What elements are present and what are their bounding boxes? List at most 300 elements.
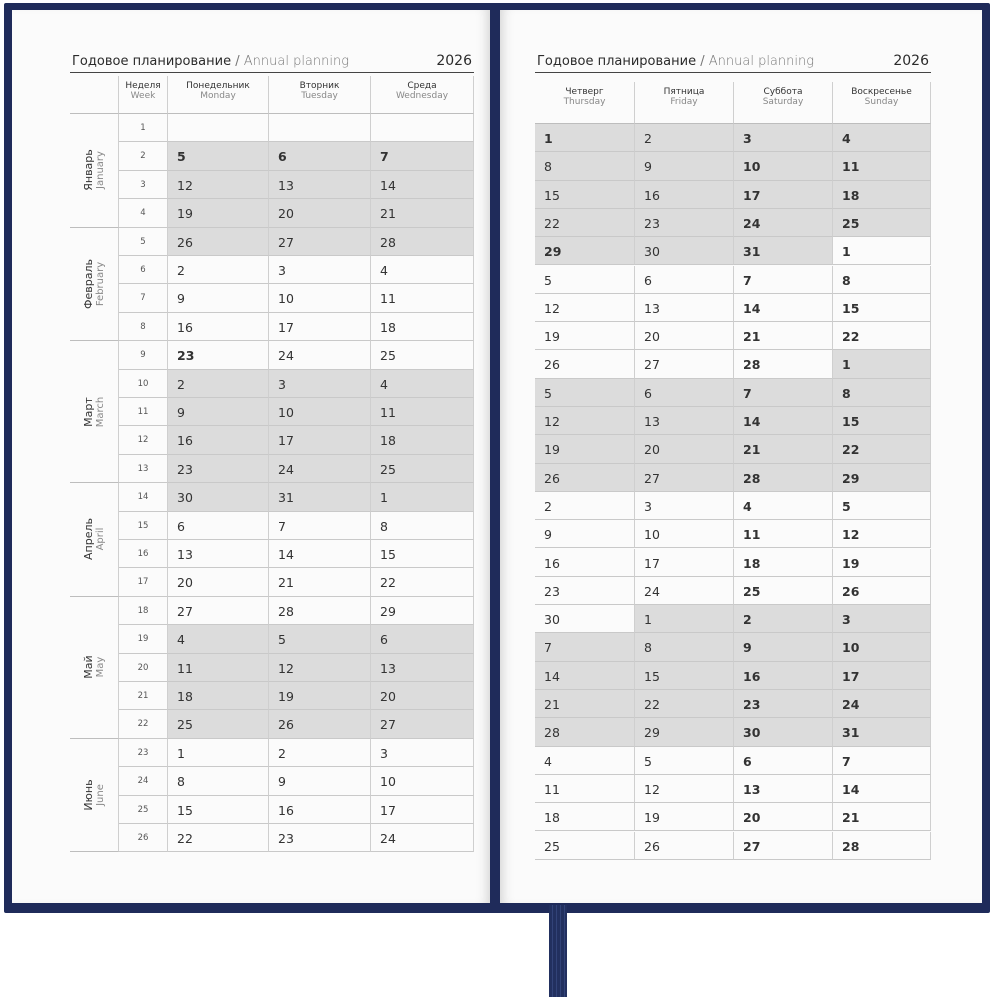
day-cell[interactable]	[635, 152, 734, 180]
day-cell[interactable]	[535, 492, 635, 520]
month-name-en: March	[95, 396, 106, 427]
day-number: 2	[743, 612, 752, 628]
day-number: 23	[177, 461, 193, 477]
day-number: 6	[743, 753, 752, 769]
week-number-text: 11	[137, 407, 149, 417]
day-cell[interactable]	[269, 142, 371, 170]
day-cell[interactable]	[535, 577, 635, 605]
header-title-ru: Годовое планирование	[72, 54, 232, 69]
week-number-text: 19	[137, 634, 149, 645]
day-cell[interactable]	[833, 633, 931, 661]
day-cell[interactable]	[535, 181, 635, 209]
month-name-en: January	[95, 151, 106, 190]
day-number: 31	[278, 490, 294, 506]
day-cell[interactable]	[734, 350, 833, 378]
day-cell[interactable]	[833, 152, 931, 180]
day-number: 2	[177, 376, 185, 392]
day-cell[interactable]	[168, 313, 269, 341]
day-number: 15	[380, 547, 396, 562]
day-cell[interactable]	[833, 266, 931, 294]
day-number: 9	[278, 774, 286, 790]
day-cell[interactable]	[734, 718, 833, 746]
day-number: 15	[842, 300, 860, 316]
day-cell[interactable]	[269, 540, 371, 568]
day-cell[interactable]	[168, 824, 269, 852]
day-number: 12	[544, 414, 560, 429]
day-number: 14	[278, 547, 294, 562]
day-cell[interactable]	[168, 370, 269, 398]
day-cell[interactable]	[168, 199, 269, 227]
day-cell[interactable]	[535, 237, 635, 265]
day-cell[interactable]	[168, 625, 269, 653]
day-cell[interactable]	[535, 520, 635, 548]
day-header-ru: Четверг	[565, 87, 604, 97]
day-cell[interactable]	[371, 625, 474, 653]
day-cell[interactable]	[269, 398, 371, 426]
day-cell[interactable]	[269, 483, 371, 511]
day-cell[interactable]	[635, 577, 734, 605]
day-number: 16	[743, 668, 761, 684]
day-header-en: Sunday	[864, 97, 899, 107]
day-cell[interactable]	[734, 633, 833, 661]
day-number: 9	[544, 527, 552, 543]
day-cell[interactable]	[635, 294, 734, 322]
day-cell[interactable]	[734, 322, 833, 350]
day-cell[interactable]	[535, 662, 635, 690]
day-cell[interactable]	[833, 181, 931, 209]
day-cell[interactable]	[371, 540, 474, 568]
day-cell[interactable]	[269, 426, 371, 454]
left-page	[12, 10, 490, 903]
day-number: 24	[842, 697, 860, 712]
day-number: 26	[842, 583, 860, 599]
left-planning-table	[70, 76, 474, 852]
day-cell[interactable]	[635, 633, 734, 661]
day-cell[interactable]	[833, 435, 931, 463]
day-number: 9	[743, 640, 752, 656]
week-number	[119, 512, 168, 540]
day-cell[interactable]	[168, 455, 269, 483]
week-number-text: 21	[137, 691, 149, 701]
day-cell[interactable]	[535, 322, 635, 350]
day-cell[interactable]	[168, 540, 269, 568]
day-cell[interactable]	[168, 568, 269, 596]
day-number: 29	[842, 470, 860, 486]
day-cell[interactable]	[833, 209, 931, 237]
day-cell[interactable]	[734, 294, 833, 322]
day-number: 8	[544, 159, 552, 175]
day-cell[interactable]	[371, 398, 474, 426]
day-cell[interactable]	[635, 549, 734, 577]
day-cell[interactable]	[833, 803, 931, 831]
day-cell[interactable]	[168, 114, 269, 142]
day-number: 18	[743, 555, 761, 571]
day-number: 17	[644, 555, 660, 571]
day-cell[interactable]	[535, 350, 635, 378]
day-cell[interactable]	[371, 256, 474, 284]
day-cell[interactable]	[168, 682, 269, 710]
day-number: 17	[842, 668, 860, 684]
day-number: 9	[644, 159, 652, 175]
day-cell[interactable]	[269, 682, 371, 710]
day-number: 27	[743, 838, 761, 854]
day-cell[interactable]	[734, 266, 833, 294]
day-cell[interactable]	[635, 379, 734, 407]
week-number	[119, 341, 168, 369]
day-cell[interactable]	[635, 464, 734, 492]
day-cell[interactable]	[168, 710, 269, 738]
month-label-text	[82, 518, 106, 560]
day-cell[interactable]	[269, 739, 371, 767]
day-header-en: Friday	[670, 97, 698, 107]
day-cell[interactable]	[371, 483, 474, 511]
day-cell[interactable]	[833, 690, 931, 718]
day-number: 4	[544, 753, 552, 769]
day-cell[interactable]	[168, 426, 269, 454]
day-cell[interactable]	[535, 832, 635, 860]
day-number: 17	[380, 802, 396, 818]
month-name-ru: Январь	[82, 149, 95, 192]
day-cell[interactable]	[734, 605, 833, 633]
day-cell[interactable]	[734, 803, 833, 831]
day-cell[interactable]	[269, 370, 371, 398]
day-cell[interactable]	[833, 322, 931, 350]
day-cell[interactable]	[635, 520, 734, 548]
month-name-en: February	[95, 261, 106, 307]
week-header-ru: Неделя	[125, 81, 161, 91]
day-cell[interactable]	[535, 549, 635, 577]
day-cell[interactable]	[269, 455, 371, 483]
day-cell[interactable]	[269, 284, 371, 312]
day-number: 27	[278, 234, 294, 250]
week-number-text: 22	[137, 719, 149, 730]
week-number	[119, 540, 168, 568]
day-cell[interactable]	[635, 775, 734, 803]
day-cell[interactable]	[535, 435, 635, 463]
day-cell[interactable]	[168, 796, 269, 824]
week-number-text: 10	[137, 378, 149, 389]
day-cell[interactable]	[535, 407, 635, 435]
week-number-text: 23	[137, 747, 149, 758]
day-cell[interactable]	[371, 313, 474, 341]
header-year: 2026	[436, 53, 472, 69]
day-number: 14	[743, 414, 761, 429]
day-cell[interactable]	[168, 767, 269, 795]
day-cell[interactable]	[371, 654, 474, 682]
day-cell[interactable]	[535, 690, 635, 718]
day-cell[interactable]	[371, 455, 474, 483]
day-cell[interactable]	[734, 407, 833, 435]
right-page-header	[535, 52, 931, 73]
day-cell[interactable]	[734, 209, 833, 237]
day-cell[interactable]	[535, 747, 635, 775]
day-cell[interactable]	[635, 350, 734, 378]
day-cell[interactable]	[371, 739, 474, 767]
day-number: 4	[842, 131, 851, 146]
week-number	[119, 114, 168, 142]
day-cell[interactable]	[371, 597, 474, 625]
day-cell[interactable]	[734, 832, 833, 860]
day-cell[interactable]	[635, 690, 734, 718]
day-number: 30	[644, 244, 660, 260]
day-number: 20	[177, 575, 193, 591]
day-cell[interactable]	[168, 256, 269, 284]
day-cell[interactable]	[635, 322, 734, 350]
week-number-text: 17	[137, 577, 149, 588]
day-cell[interactable]	[168, 398, 269, 426]
day-cell[interactable]	[635, 266, 734, 294]
day-cell[interactable]	[635, 124, 734, 152]
week-number	[119, 171, 168, 199]
month-name-ru: Март	[82, 396, 95, 427]
day-number: 3	[278, 263, 286, 278]
day-number: 15	[644, 668, 660, 684]
day-cell[interactable]	[269, 512, 371, 540]
day-cell[interactable]	[371, 767, 474, 795]
day-number: 18	[842, 187, 860, 203]
day-cell[interactable]	[535, 775, 635, 803]
week-number	[119, 767, 168, 795]
day-number: 11	[380, 291, 396, 307]
day-cell[interactable]	[168, 512, 269, 540]
day-cell[interactable]	[535, 633, 635, 661]
day-cell[interactable]	[535, 152, 635, 180]
day-number: 26	[278, 717, 294, 733]
day-cell[interactable]	[371, 370, 474, 398]
day-cell[interactable]	[833, 464, 931, 492]
day-cell[interactable]	[833, 718, 931, 746]
day-cell[interactable]	[833, 549, 931, 577]
day-cell[interactable]	[535, 266, 635, 294]
day-number: 8	[842, 272, 851, 288]
day-cell[interactable]	[635, 605, 734, 633]
week-number	[119, 796, 168, 824]
day-number: 10	[644, 527, 660, 543]
day-cell[interactable]	[535, 605, 635, 633]
day-cell[interactable]	[168, 284, 269, 312]
day-cell[interactable]	[833, 294, 931, 322]
day-number: 11	[177, 660, 193, 676]
day-number: 26	[544, 470, 560, 486]
day-number: 16	[177, 433, 193, 449]
day-number: 6	[644, 385, 652, 401]
day-number: 1	[842, 357, 851, 373]
day-cell[interactable]	[734, 181, 833, 209]
day-number: 5	[544, 272, 552, 288]
day-cell[interactable]	[535, 379, 635, 407]
day-number: 7	[278, 518, 286, 534]
day-cell[interactable]	[168, 228, 269, 256]
day-cell[interactable]	[734, 237, 833, 265]
day-number: 6	[644, 272, 652, 288]
corner-header	[70, 76, 119, 114]
day-number: 14	[842, 781, 860, 797]
day-number: 4	[177, 632, 185, 648]
day-cell[interactable]	[269, 171, 371, 199]
day-cell[interactable]	[833, 520, 931, 548]
day-cell[interactable]	[734, 124, 833, 152]
day-number: 1	[380, 490, 388, 506]
day-column-header	[168, 76, 269, 114]
day-cell[interactable]	[371, 796, 474, 824]
day-number: 5	[544, 385, 552, 401]
day-cell[interactable]	[833, 124, 931, 152]
month-label	[70, 483, 119, 597]
week-number	[119, 625, 168, 653]
planner-spine	[490, 10, 500, 903]
day-cell[interactable]	[269, 313, 371, 341]
day-header-en: Wednesday	[395, 91, 449, 101]
day-cell[interactable]	[269, 796, 371, 824]
day-cell[interactable]	[371, 568, 474, 596]
day-cell[interactable]	[734, 152, 833, 180]
day-cell[interactable]	[734, 435, 833, 463]
day-cell[interactable]	[635, 747, 734, 775]
day-cell[interactable]	[833, 577, 931, 605]
day-cell[interactable]	[833, 237, 931, 265]
day-cell[interactable]	[734, 549, 833, 577]
week-number	[119, 483, 168, 511]
day-cell[interactable]	[635, 832, 734, 860]
day-cell[interactable]	[635, 209, 734, 237]
day-cell[interactable]	[734, 662, 833, 690]
day-cell[interactable]	[371, 228, 474, 256]
day-number: 10	[278, 291, 294, 307]
day-cell[interactable]	[635, 662, 734, 690]
day-cell[interactable]	[269, 824, 371, 852]
day-cell[interactable]	[269, 228, 371, 256]
week-number	[119, 398, 168, 426]
day-cell[interactable]	[168, 739, 269, 767]
day-cell[interactable]	[535, 209, 635, 237]
day-cell[interactable]	[734, 464, 833, 492]
day-cell[interactable]	[833, 492, 931, 520]
day-cell[interactable]	[371, 199, 474, 227]
week-number-text: 18	[137, 605, 149, 616]
day-cell[interactable]	[833, 379, 931, 407]
day-cell[interactable]	[535, 464, 635, 492]
day-cell[interactable]	[371, 284, 474, 312]
day-number: 28	[544, 725, 560, 741]
day-cell[interactable]	[535, 124, 635, 152]
day-cell[interactable]	[168, 171, 269, 199]
day-cell[interactable]	[635, 407, 734, 435]
week-number-text: 24	[137, 776, 149, 787]
day-cell[interactable]	[269, 199, 371, 227]
day-cell[interactable]	[269, 114, 371, 142]
week-number-text: 3	[140, 179, 146, 190]
day-cell[interactable]	[269, 341, 371, 369]
day-number: 22	[380, 575, 396, 591]
day-cell[interactable]	[371, 426, 474, 454]
day-cell[interactable]	[168, 597, 269, 625]
header-title-en: Annual planning	[243, 54, 350, 69]
day-number: 14	[743, 300, 761, 316]
week-number-text: 15	[137, 520, 149, 531]
day-number: 31	[842, 725, 860, 741]
day-cell[interactable]	[833, 407, 931, 435]
day-cell[interactable]	[734, 747, 833, 775]
day-cell[interactable]	[371, 341, 474, 369]
day-number: 22	[842, 442, 860, 458]
day-cell[interactable]	[734, 775, 833, 803]
day-cell[interactable]	[734, 520, 833, 548]
day-number: 8	[842, 385, 851, 401]
day-cell[interactable]	[635, 803, 734, 831]
month-name-ru: Апрель	[82, 518, 95, 561]
day-cell[interactable]	[833, 747, 931, 775]
day-cell[interactable]	[269, 568, 371, 596]
day-number: 25	[544, 838, 560, 854]
day-cell[interactable]	[833, 605, 931, 633]
day-cell[interactable]	[269, 767, 371, 795]
day-cell[interactable]	[734, 379, 833, 407]
day-cell[interactable]	[371, 114, 474, 142]
day-number: 17	[278, 433, 294, 449]
day-cell[interactable]	[371, 710, 474, 738]
day-cell[interactable]	[269, 625, 371, 653]
day-number: 11	[743, 527, 761, 543]
day-cell[interactable]	[833, 350, 931, 378]
day-cell[interactable]	[635, 237, 734, 265]
day-number: 26	[177, 234, 193, 250]
day-cell[interactable]	[734, 690, 833, 718]
day-cell[interactable]	[833, 832, 931, 860]
day-cell[interactable]	[535, 718, 635, 746]
week-number	[119, 256, 168, 284]
day-cell[interactable]	[635, 492, 734, 520]
day-cell[interactable]	[269, 710, 371, 738]
day-cell[interactable]	[833, 662, 931, 690]
day-number: 21	[278, 575, 294, 591]
day-cell[interactable]	[535, 803, 635, 831]
day-cell[interactable]	[371, 824, 474, 852]
day-cell[interactable]	[635, 718, 734, 746]
week-number-text: 1	[140, 123, 146, 133]
day-number: 12	[842, 527, 860, 543]
day-number: 13	[644, 300, 660, 316]
day-cell[interactable]	[833, 775, 931, 803]
day-cell[interactable]	[168, 341, 269, 369]
day-cell[interactable]	[371, 142, 474, 170]
bookmark-ribbon[interactable]	[549, 905, 567, 997]
day-cell[interactable]	[535, 294, 635, 322]
day-cell[interactable]	[168, 483, 269, 511]
day-number: 15	[177, 802, 193, 818]
month-label-text	[82, 780, 106, 811]
day-cell[interactable]	[635, 435, 734, 463]
week-number	[119, 228, 168, 256]
day-number: 7	[380, 149, 389, 165]
day-cell[interactable]	[269, 597, 371, 625]
day-cell[interactable]	[269, 654, 371, 682]
day-cell[interactable]	[269, 256, 371, 284]
day-cell[interactable]	[635, 181, 734, 209]
day-cell[interactable]	[371, 682, 474, 710]
day-cell[interactable]	[734, 577, 833, 605]
month-label	[70, 739, 119, 853]
day-cell[interactable]	[371, 512, 474, 540]
day-header-en: Saturday	[762, 97, 804, 107]
day-cell[interactable]	[168, 654, 269, 682]
day-number: 19	[278, 689, 294, 704]
day-cell[interactable]	[168, 142, 269, 170]
header-year: 2026	[893, 53, 929, 69]
day-number: 6	[380, 632, 388, 648]
day-cell[interactable]	[371, 171, 474, 199]
week-number-text: 25	[137, 804, 149, 815]
day-cell[interactable]	[734, 492, 833, 520]
